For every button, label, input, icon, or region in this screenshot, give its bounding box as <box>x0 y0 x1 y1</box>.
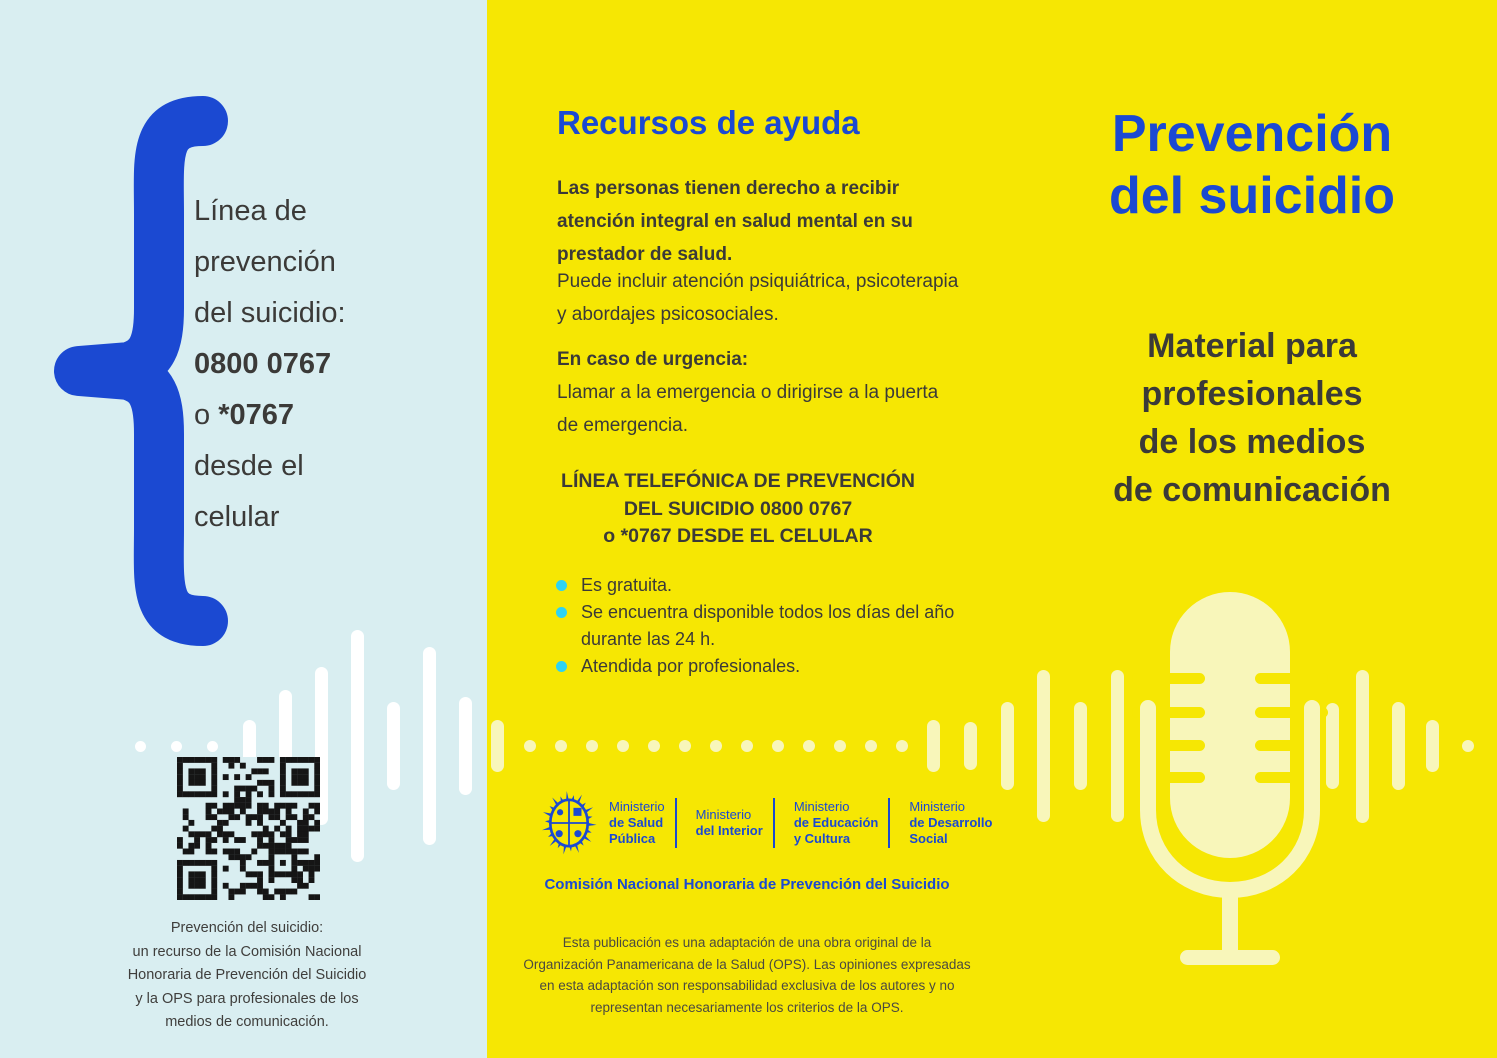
list-item <box>556 572 986 599</box>
bullet-icon <box>556 661 567 672</box>
cover-subtitle-line: Material para <box>1147 327 1357 365</box>
rights-paragraph <box>557 172 913 271</box>
cover-subtitle <box>1007 322 1497 514</box>
phone-banner-line: LÍNEA TELEFÓNICA DE PREVENCIÓN <box>561 470 915 492</box>
qr-caption-line: un recurso de la Comisión Nacional <box>132 943 362 960</box>
divider <box>675 798 677 848</box>
phone-line-banner <box>478 468 998 551</box>
ministry-label: Social <box>909 831 948 846</box>
urgency-paragraph <box>557 376 938 442</box>
sound-wave-bar <box>1074 702 1087 790</box>
divider <box>888 798 890 848</box>
paragraph-line: y abordajes psicosociales. <box>557 304 779 325</box>
ministry-label: Ministerio <box>793 799 850 814</box>
sound-wave-bar <box>1356 670 1369 823</box>
ministry-label: de Salud <box>609 815 664 830</box>
headline-line: Línea de <box>194 195 307 227</box>
sound-wave-dot <box>648 740 660 752</box>
sound-wave-bar <box>1037 670 1050 822</box>
phone-banner-line: o *0767 DESDE EL CELULAR <box>603 525 873 547</box>
list-item <box>556 653 986 680</box>
bullet-icon <box>556 580 567 591</box>
sound-wave-bar <box>491 720 504 772</box>
qr-caption <box>77 917 417 1035</box>
ministry-logo-salud <box>609 799 665 847</box>
disclaimer-line: Esta publicación es una adaptación de una obra original de la <box>562 935 932 950</box>
sound-wave-dot <box>710 740 722 752</box>
cover-subtitle-line: de comunicación <box>1113 471 1391 509</box>
uruguay-coat-of-arms-icon <box>538 782 600 864</box>
paragraph-line: prestador de salud. <box>557 244 733 265</box>
headline-line: del suicidio: <box>194 297 346 329</box>
ministry-label: Ministerio <box>909 799 965 814</box>
sound-wave-bar <box>1392 702 1405 790</box>
sound-wave-bar <box>423 647 436 845</box>
sound-wave-bar <box>459 697 472 795</box>
urgency-label: En caso de urgencia: <box>557 349 749 370</box>
sound-wave-dot <box>1462 740 1474 752</box>
sound-wave-dot <box>834 740 846 752</box>
sound-wave-dot <box>896 740 908 752</box>
disclaimer-line: en esta adaptación son responsabilidad exclusiva de los autores y no <box>539 978 955 993</box>
sound-wave-dot <box>679 740 691 752</box>
government-logos <box>538 780 992 866</box>
care-paragraph <box>557 265 958 331</box>
sound-wave-dot <box>207 741 218 752</box>
sound-wave-dot <box>555 740 567 752</box>
ministry-label: de Desarrollo <box>909 815 993 830</box>
sound-wave-dot <box>741 740 753 752</box>
qr-caption-line: Prevención del suicidio: <box>170 920 324 936</box>
paragraph-line: de emergencia. <box>557 415 688 436</box>
cover-subtitle-line: profesionales <box>1141 375 1363 413</box>
ministry-label: Ministerio <box>695 807 752 822</box>
cover-title-line: Prevención <box>1111 105 1393 163</box>
ministry-logo-interior <box>696 807 763 839</box>
sound-wave-dot <box>617 740 629 752</box>
helpline-features-list <box>556 572 986 680</box>
ministry-label: y Cultura <box>793 831 851 846</box>
paragraph-line: Las personas tienen derecho a recibir <box>557 178 900 199</box>
sound-wave-dot <box>586 740 598 752</box>
headline-short-code: *0767 <box>218 399 294 431</box>
phone-banner-line: DEL SUICIDIO 0800 0767 <box>623 497 853 520</box>
ministry-logo-desarrollo <box>909 799 992 847</box>
commission-name: Comisión Nacional Honoraria de Prevención del Suicidio <box>544 876 950 893</box>
bullet-icon <box>556 607 567 618</box>
list-item-text: Se encuentra disponible todos los días del año durante las 24 h. <box>581 602 955 649</box>
ministry-label: Ministerio <box>609 799 665 814</box>
sound-wave-bar <box>1001 702 1014 790</box>
sound-wave-bar <box>351 630 364 862</box>
paragraph-line: atención integral en salud mental en su <box>557 211 913 232</box>
disclaimer-line: Organización Panamericana de la Salud (OPS). Las opiniones expresadas <box>523 956 971 972</box>
list-item-text: Atendida por profesionales. <box>581 656 801 676</box>
headline-phone-number: 0800 0767 <box>194 348 332 380</box>
sound-wave-bar <box>387 702 400 790</box>
headline-line: prevención <box>194 246 336 278</box>
paragraph-line: Llamar a la emergencia o dirigirse a la puerta <box>557 382 939 403</box>
cover-title-line: del suicidio <box>1108 167 1396 225</box>
divider <box>773 798 775 848</box>
sound-wave-bar <box>964 722 977 770</box>
sound-wave-dot <box>135 741 146 752</box>
sound-wave-dot <box>171 741 182 752</box>
sound-wave-dot <box>772 740 784 752</box>
list-item <box>556 599 986 653</box>
ministry-label: del Interior <box>695 823 763 838</box>
cover-title <box>1007 103 1497 227</box>
sound-wave-bar <box>1111 670 1124 822</box>
paragraph-line: Puede incluir atención psiquiátrica, psicoterapia <box>557 271 959 292</box>
qr-code-icon <box>177 757 320 900</box>
ministry-logo-educacion <box>794 799 879 847</box>
qr-caption-line: Honoraria de Prevención del Suicidio <box>127 967 367 983</box>
section-title: Recursos de ayuda <box>557 104 860 141</box>
adaptation-disclaimer <box>487 932 1007 1018</box>
sound-wave-dot <box>803 740 815 752</box>
headline-connector: o <box>194 399 219 431</box>
sound-wave-dot <box>524 740 536 752</box>
qr-caption-line: medios de comunicación. <box>165 1014 329 1030</box>
microphone-icon <box>1130 560 1330 980</box>
ministry-label: de Educación <box>793 815 879 830</box>
cover-subtitle-line: de los medios <box>1138 423 1366 461</box>
sound-wave-bar <box>1426 720 1439 772</box>
headline-line: celular <box>194 501 280 533</box>
ministry-label: Pública <box>609 831 656 846</box>
sound-wave-dot <box>865 740 877 752</box>
sound-wave-bar <box>927 720 940 772</box>
disclaimer-line: representan necesariamente los criterios de la OPS. <box>590 999 904 1015</box>
qr-caption-line: y la OPS para profesionales de los <box>135 990 359 1007</box>
headline-line: desde el <box>194 450 304 482</box>
list-item-text: Es gratuita. <box>581 575 673 595</box>
headline-line <box>194 390 444 441</box>
helpline-headline <box>194 186 444 543</box>
